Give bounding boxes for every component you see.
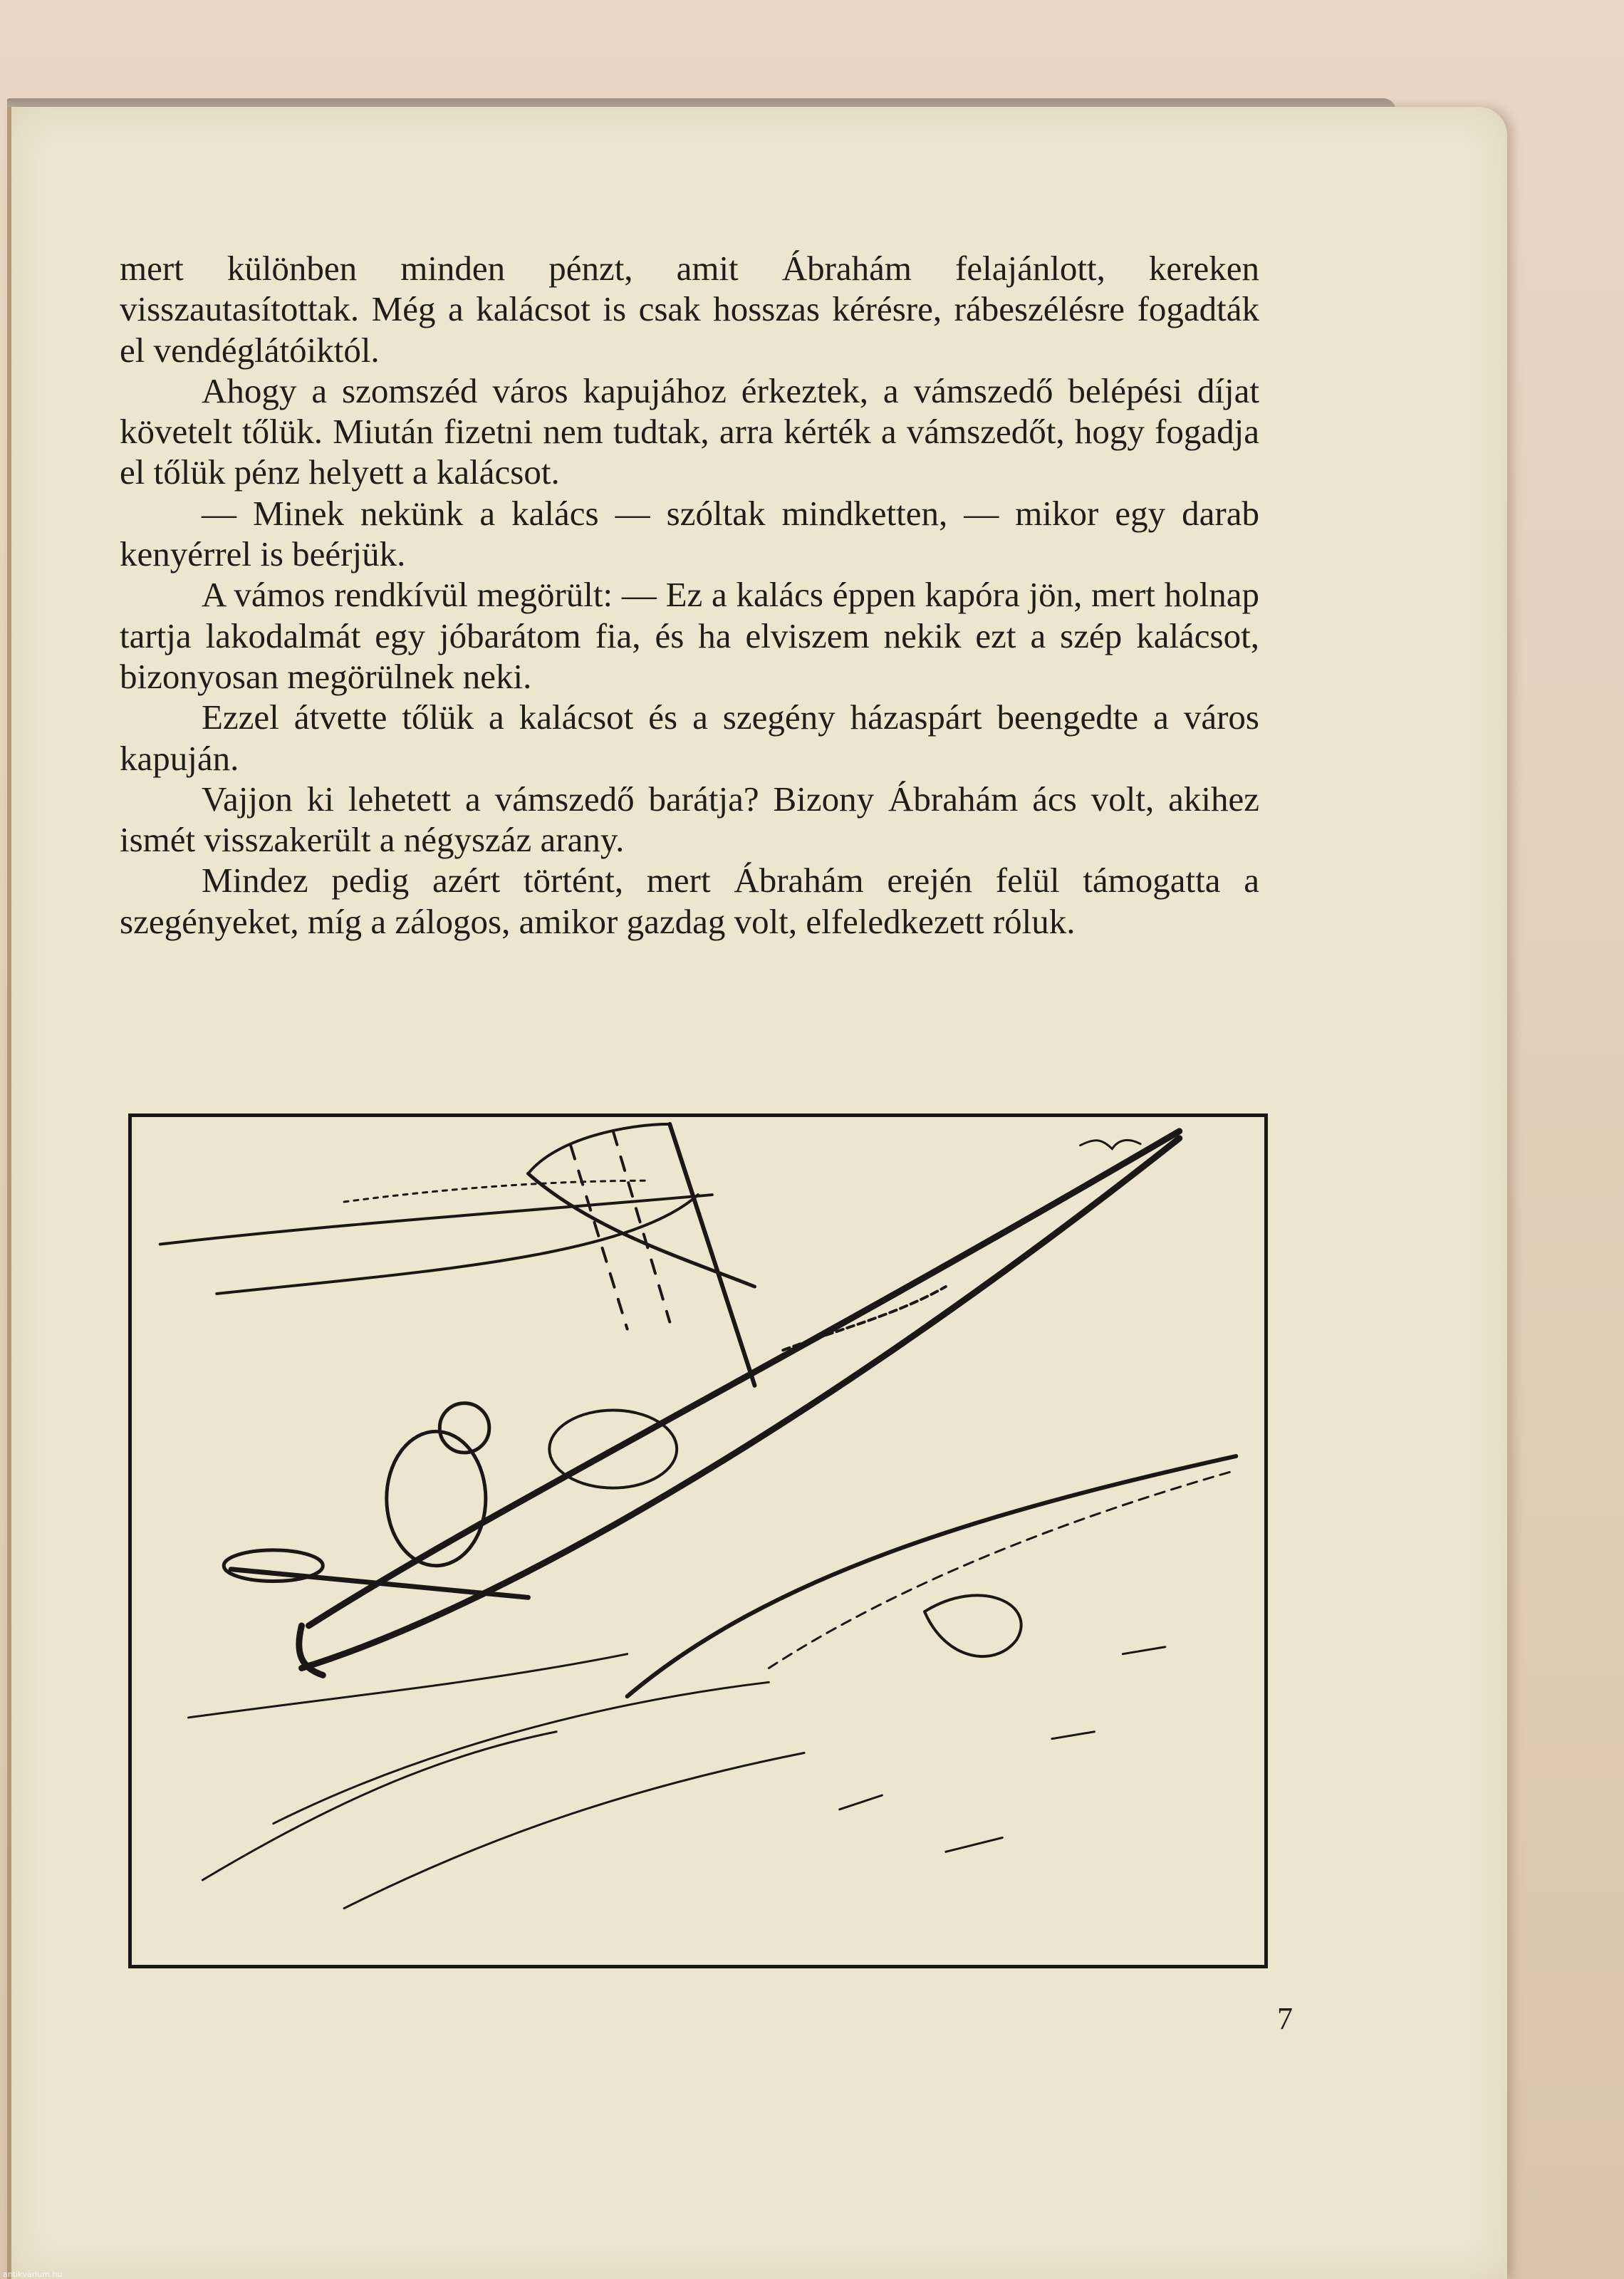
boat-drawing — [132, 1117, 1264, 1965]
water-strokes — [840, 1647, 1165, 1852]
paragraph: Ezzel átvette tőlük a kalácsot és a szegény házaspárt beengedte a város kapuján. — [120, 697, 1259, 778]
net — [783, 1287, 946, 1350]
page-number: 7 — [1277, 2001, 1293, 2036]
paragraph: A vámos rendkívül megörült: — Ez a kalács éppen kapóra jön, mert holnap tartja lakodalmát egy jóbarátom fia, és ha elviszem nekik ezt a szép kalácsot, bizonyosan megörülnek neki. — [120, 575, 1259, 696]
paragraph: — Minek nekünk a kalács — szóltak mindketten, — mikor egy darab kenyérrel is beérjük. — [120, 493, 1259, 574]
mast — [670, 1124, 754, 1386]
seaweed-clump — [925, 1595, 1021, 1656]
distant-land — [344, 1180, 648, 1202]
watermark: antikvarium.hu — [3, 2270, 63, 2279]
paragraph: mert különben minden pénzt, amit Ábrahám felajánlott, kereken visszautasítottak. Még a kalácsot is csak hosszas kérésre, rábeszélésre fogadták el vendéglátóiktól. — [120, 249, 1259, 370]
paragraph: Vajjon ki lehetett a vámszedő barátja? Bizony Ábrahám ács volt, akihez ismét visszakerült a négyszáz arany. — [120, 779, 1259, 860]
water-line — [189, 1654, 628, 1718]
oar-blade — [224, 1550, 323, 1582]
sail-edge — [529, 1173, 755, 1287]
sail-fold — [571, 1146, 628, 1329]
water-line — [344, 1753, 804, 1909]
paragraph: Ahogy a szomszéd város kapujához érkeztek, a vámszedő belépési díjat követelt tőlük. Miután fizetni nem tudtak, arra kérték a vámszedőt, hogy fogadja el tőlük pénz helyett a kalácsot. — [120, 370, 1259, 492]
boat-illustration — [128, 1113, 1268, 1968]
body-text — [120, 248, 1259, 942]
sail-top — [529, 1124, 670, 1173]
oar — [231, 1569, 528, 1598]
paragraph: Mindez pedig azért történt, mert Ábrahám erején felül támogatta a szegényeket, míg a zálogos, amikor gazdag volt, elfeledkezett róluk. — [120, 861, 1259, 941]
bird — [1081, 1140, 1140, 1148]
boat-hull-top — [308, 1131, 1179, 1626]
wave-texture — [769, 1470, 1236, 1668]
wave-ridge — [628, 1456, 1237, 1696]
horizon-line — [217, 1195, 698, 1294]
water-line — [202, 1732, 556, 1880]
